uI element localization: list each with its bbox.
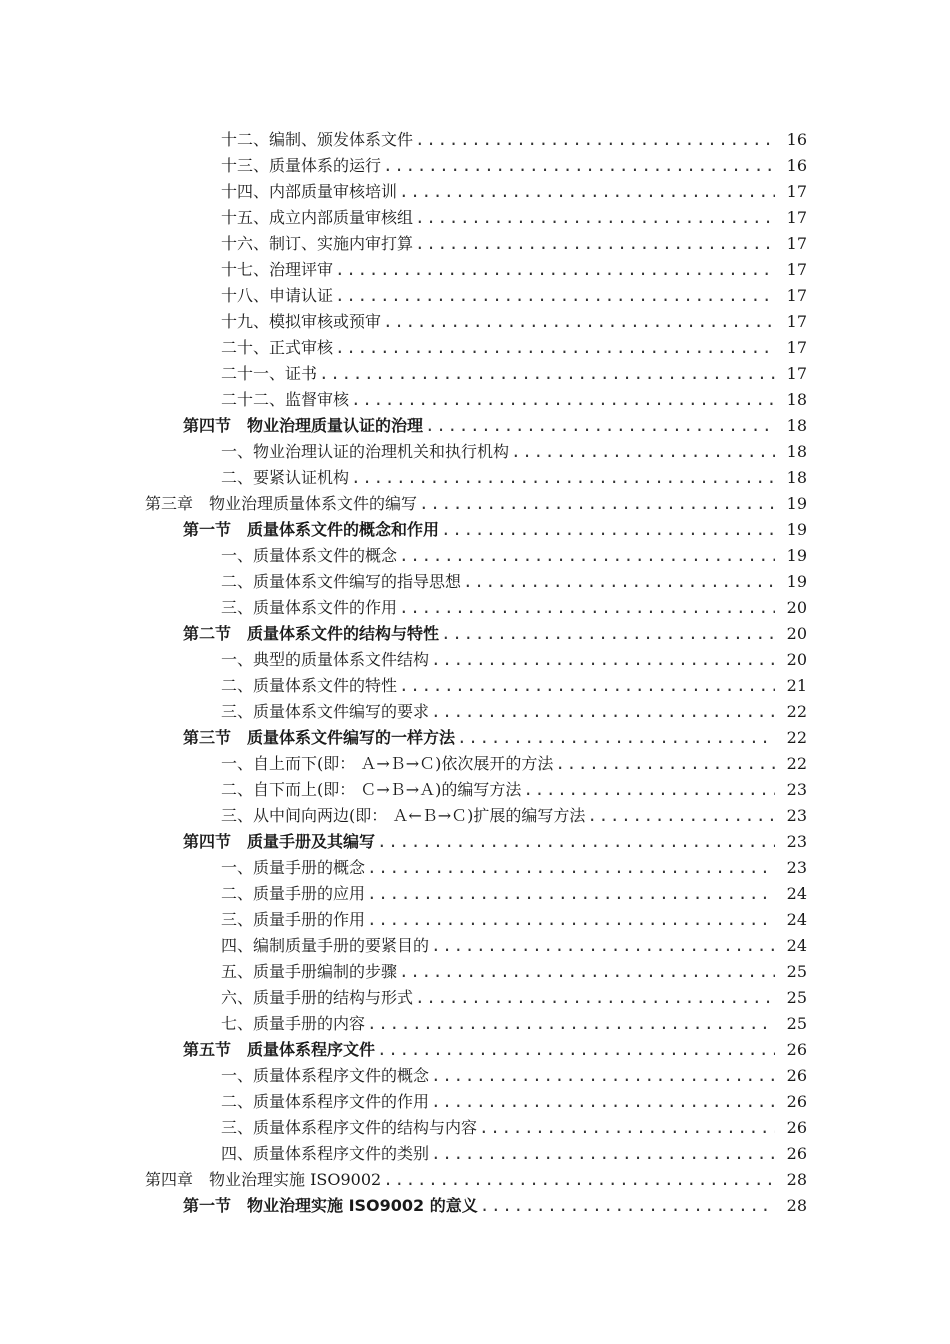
toc-page-number: 25 — [786, 1014, 807, 1033]
toc-page-number: 22 — [786, 702, 807, 721]
toc-entry[interactable] — [0, 361, 950, 387]
toc-page-number: 26 — [786, 1144, 807, 1163]
toc-entry-title: 第一节 质量体系文件的概念和作用 — [183, 520, 440, 539]
toc-entry-title: 六、质量手册的结构与形式 — [221, 988, 414, 1007]
toc-page-number: 20 — [786, 650, 807, 669]
toc-entry-title: 十八、申请认证 — [221, 286, 334, 305]
toc-page-number: 25 — [786, 988, 807, 1007]
toc-page-number: 28 — [786, 1196, 807, 1215]
dot-leader — [377, 829, 775, 855]
toc-entry[interactable] — [0, 465, 950, 491]
dot-leader — [431, 1141, 775, 1167]
dot-leader — [457, 725, 775, 751]
toc-entry-title: 第三节 质量体系文件编写的一样方法 — [183, 728, 456, 747]
dot-leader — [463, 569, 775, 595]
toc-page-number: 24 — [786, 910, 807, 929]
dot-leader — [399, 959, 775, 985]
dot-leader — [383, 309, 775, 335]
dot-leader — [383, 153, 775, 179]
toc-entry[interactable] — [0, 647, 950, 673]
toc-entry-title: 一、典型的质量体系文件结构 — [221, 650, 430, 669]
dot-leader — [479, 1115, 775, 1141]
toc-entry[interactable] — [0, 1063, 950, 1089]
dot-leader — [399, 673, 775, 699]
dot-leader — [425, 413, 775, 439]
toc-entry-title: 十九、模拟审核或预审 — [221, 312, 382, 331]
dot-leader — [415, 231, 775, 257]
toc-entry[interactable] — [0, 829, 950, 855]
toc-page-number: 24 — [786, 884, 807, 903]
dot-leader — [335, 283, 775, 309]
dot-leader — [399, 179, 775, 205]
toc-entry[interactable] — [0, 1115, 950, 1141]
dot-leader — [431, 1089, 775, 1115]
toc-entry[interactable] — [0, 777, 950, 803]
dot-leader — [511, 439, 775, 465]
toc-entry-title: 一、自上而下(即： Ａ→Ｂ→Ｃ)依次展开的方法 — [221, 754, 554, 773]
toc-entry[interactable] — [0, 491, 950, 517]
toc-entry-title: 第一节 物业治理实施 ISO9002 的意义 — [183, 1196, 478, 1215]
toc-page-number: 21 — [786, 676, 807, 695]
toc-entry[interactable] — [0, 1037, 950, 1063]
toc-entry-title: 二、质量体系文件的特性 — [221, 676, 398, 695]
toc-entry-title: 十二、编制、颁发体系文件 — [221, 130, 414, 149]
dot-leader — [431, 699, 775, 725]
toc-entry[interactable] — [0, 543, 950, 569]
toc-entry-title: 七、质量手册的内容 — [221, 1014, 366, 1033]
toc-entry[interactable] — [0, 907, 950, 933]
toc-page-number: 17 — [786, 182, 807, 201]
dot-leader — [415, 985, 775, 1011]
toc-page-number: 16 — [786, 130, 807, 149]
toc-entry[interactable] — [0, 1193, 950, 1219]
toc-entry[interactable] — [0, 1141, 950, 1167]
toc-entry-title: 三、质量体系程序文件的结构与内容 — [221, 1118, 478, 1137]
toc-entry-title: 二、质量体系程序文件的作用 — [221, 1092, 430, 1111]
toc-page-number: 18 — [786, 442, 807, 461]
toc-entry[interactable] — [0, 751, 950, 777]
dot-leader — [415, 205, 775, 231]
toc-entry[interactable] — [0, 205, 950, 231]
dot-leader — [441, 621, 775, 647]
toc-page-number: 26 — [786, 1066, 807, 1085]
toc-entry[interactable] — [0, 153, 950, 179]
toc-page-number: 20 — [786, 598, 807, 617]
dot-leader — [367, 907, 775, 933]
toc-entry-title: 第二节 质量体系文件的结构与特性 — [183, 624, 440, 643]
toc-entry[interactable] — [0, 1167, 950, 1193]
toc-entry-title: 一、质量手册的概念 — [221, 858, 366, 877]
dot-leader — [431, 1063, 775, 1089]
toc-entry-title: 四、编制质量手册的要紧目的 — [221, 936, 430, 955]
dot-leader — [377, 1037, 775, 1063]
toc-entry-title: 第五节 质量体系程序文件 — [183, 1040, 376, 1059]
toc-entry[interactable] — [0, 881, 950, 907]
toc-entry[interactable] — [0, 569, 950, 595]
toc-entry-title: 三、从中间向两边(即： Ａ←Ｂ→Ｃ)扩展的编写方法 — [221, 806, 586, 825]
toc-page-number: 17 — [786, 338, 807, 357]
toc-entry[interactable] — [0, 699, 950, 725]
toc-page-number: 24 — [786, 936, 807, 955]
toc-entry-title: 四、质量体系程序文件的类别 — [221, 1144, 430, 1163]
toc-page-number: 22 — [786, 728, 807, 747]
toc-entry-title: 十四、内部质量审核培训 — [221, 182, 398, 201]
dot-leader — [351, 465, 775, 491]
dot-leader — [415, 127, 775, 153]
toc-page-number: 23 — [786, 832, 807, 851]
toc-page-number: 26 — [786, 1092, 807, 1111]
toc-entry-title: 十六、制订、实施内审打算 — [221, 234, 414, 253]
toc-entry-title: 二、质量体系文件编写的指导思想 — [221, 572, 462, 591]
toc-page-number: 16 — [786, 156, 807, 175]
toc-entry[interactable] — [0, 673, 950, 699]
toc-page-number: 17 — [786, 364, 807, 383]
table-of-contents — [0, 127, 950, 1219]
toc-page-number: 23 — [786, 858, 807, 877]
toc-entry[interactable] — [0, 439, 950, 465]
toc-entry-title: 第四节 质量手册及其编写 — [183, 832, 376, 851]
toc-page-number: 19 — [786, 520, 807, 539]
dot-leader — [419, 491, 775, 517]
toc-page-number: 18 — [786, 390, 807, 409]
toc-page-number: 19 — [786, 572, 807, 591]
dot-leader — [480, 1193, 775, 1219]
dot-leader — [587, 803, 775, 829]
toc-entry-title: 第四节 物业治理质量认证的治理 — [183, 416, 424, 435]
toc-entry[interactable] — [0, 1089, 950, 1115]
toc-entry-title: 一、物业治理认证的治理机关和执行机构 — [221, 442, 510, 461]
toc-page-number: 22 — [786, 754, 807, 773]
toc-page-number: 17 — [786, 286, 807, 305]
toc-entry[interactable] — [0, 257, 950, 283]
toc-entry-title: 一、质量体系文件的概念 — [221, 546, 398, 565]
dot-leader — [367, 1011, 775, 1037]
toc-entry[interactable] — [0, 985, 950, 1011]
dot-leader — [431, 647, 775, 673]
toc-entry-title: 二十、正式审核 — [221, 338, 334, 357]
toc-entry-title: 第三章 物业治理质量体系文件的编写 — [145, 494, 418, 513]
toc-page-number: 26 — [786, 1118, 807, 1137]
toc-entry[interactable] — [0, 595, 950, 621]
toc-entry-title: 十七、治理评审 — [221, 260, 334, 279]
toc-entry[interactable] — [0, 413, 950, 439]
dot-leader — [399, 595, 775, 621]
dot-leader — [367, 855, 775, 881]
toc-entry[interactable] — [0, 335, 950, 361]
dot-leader — [523, 777, 775, 803]
toc-entry-title: 十三、质量体系的运行 — [221, 156, 382, 175]
toc-entry[interactable] — [0, 179, 950, 205]
toc-page-number: 26 — [786, 1040, 807, 1059]
dot-leader — [431, 933, 775, 959]
toc-entry-title: 二十二、监督审核 — [221, 390, 350, 409]
toc-page-number: 17 — [786, 260, 807, 279]
toc-entry-title: 二、自下而上(即： Ｃ→Ｂ→Ａ)的编写方法 — [221, 780, 522, 799]
toc-page-number: 23 — [786, 780, 807, 799]
toc-entry-title: 三、质量体系文件编写的要求 — [221, 702, 430, 721]
toc-entry[interactable] — [0, 959, 950, 985]
toc-entry[interactable] — [0, 1011, 950, 1037]
toc-entry-title: 二、要紧认证机构 — [221, 468, 350, 487]
toc-page-number: 17 — [786, 312, 807, 331]
toc-entry-title: 二、质量手册的应用 — [221, 884, 366, 903]
toc-entry[interactable] — [0, 127, 950, 153]
toc-page-number: 20 — [786, 624, 807, 643]
toc-page-number: 28 — [786, 1170, 807, 1189]
toc-entry[interactable] — [0, 283, 950, 309]
toc-entry-title: 三、质量手册的作用 — [221, 910, 366, 929]
toc-page-number: 17 — [786, 234, 807, 253]
dot-leader — [383, 1167, 775, 1193]
toc-page-number: 18 — [786, 416, 807, 435]
toc-entry[interactable] — [0, 855, 950, 881]
toc-entry-title: 五、质量手册编制的步骤 — [221, 962, 398, 981]
toc-entry-title: 十五、成立内部质量审核组 — [221, 208, 414, 227]
toc-entry-title: 一、质量体系程序文件的概念 — [221, 1066, 430, 1085]
toc-entry[interactable] — [0, 231, 950, 257]
toc-entry[interactable] — [0, 933, 950, 959]
dot-leader — [351, 387, 775, 413]
toc-entry-title: 三、质量体系文件的作用 — [221, 598, 398, 617]
toc-entry[interactable] — [0, 621, 950, 647]
toc-page-number: 19 — [786, 546, 807, 565]
toc-entry[interactable] — [0, 309, 950, 335]
dot-leader — [555, 751, 775, 777]
toc-entry[interactable] — [0, 387, 950, 413]
dot-leader — [367, 881, 775, 907]
toc-page-number: 25 — [786, 962, 807, 981]
dot-leader — [399, 543, 775, 569]
dot-leader — [335, 257, 775, 283]
toc-entry-title: 第四章 物业治理实施 ISO9002 — [145, 1170, 382, 1189]
toc-page-number: 23 — [786, 806, 807, 825]
dot-leader — [319, 361, 775, 387]
toc-page-number: 17 — [786, 208, 807, 227]
dot-leader — [441, 517, 775, 543]
toc-page-number: 19 — [786, 494, 807, 513]
toc-entry-title: 二十一、证书 — [221, 364, 318, 383]
toc-entry[interactable] — [0, 803, 950, 829]
dot-leader — [335, 335, 775, 361]
toc-page-number: 18 — [786, 468, 807, 487]
toc-entry[interactable] — [0, 725, 950, 751]
toc-entry[interactable] — [0, 517, 950, 543]
